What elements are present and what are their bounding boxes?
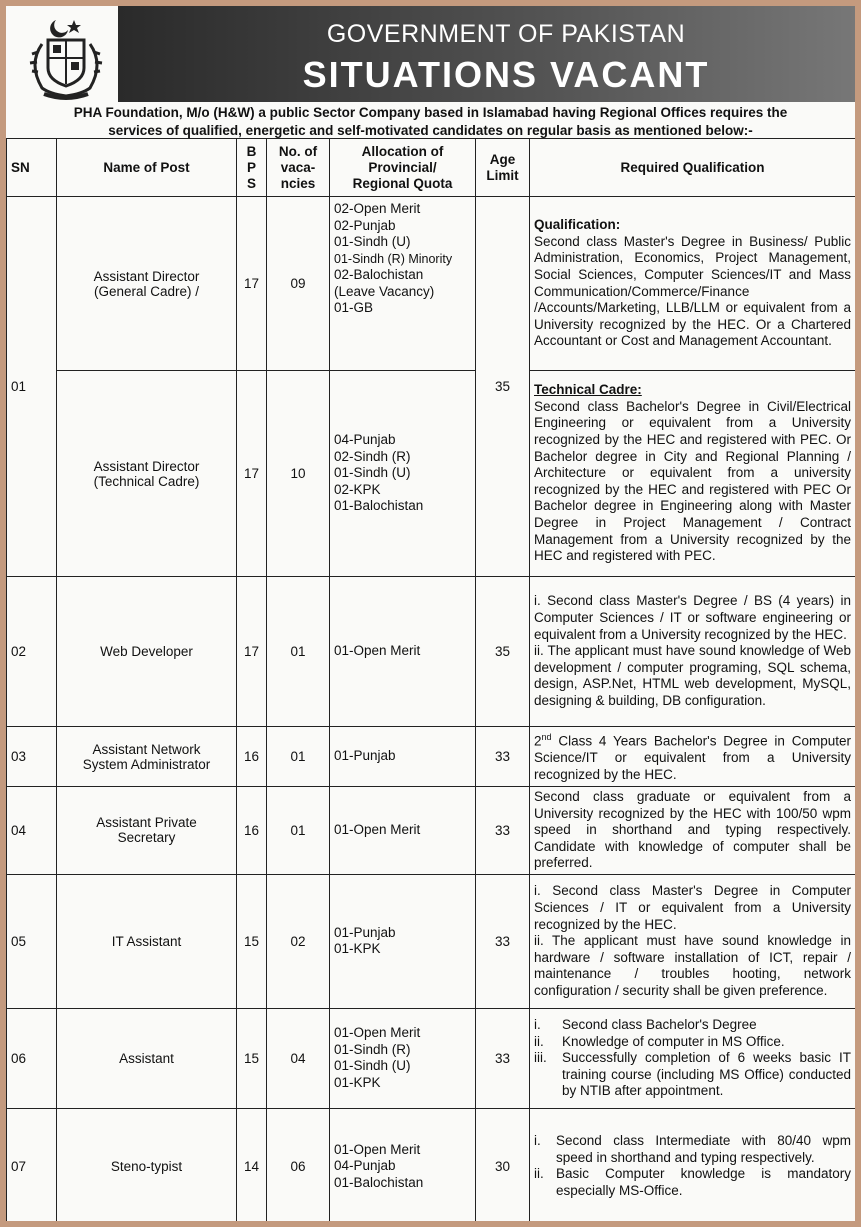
qualification-body: Second class Bachelor's Degree in Civil/Electrical Engineering or equivalent from a University recognized by the HEC and registered with PEC. Or Bachelor degree in City and Regional Planning / Architecture or equivalent from a university recognized by the HEC and registered with PEC Or Bachelor degree in Engineering along with Master Degree in Project Management / Contract Management from a University recognized by the HEC and registered with PEC. (534, 398, 851, 564)
qualification-item-text: Knowledge of computer in MS Office. (562, 1033, 785, 1049)
post-name (57, 727, 237, 787)
quota-item: 01-Sindh (R) (334, 1041, 411, 1057)
col-qualification: Required Qualification (530, 139, 856, 197)
col-alloc-2: Provincial/ (368, 159, 437, 175)
bps-value: 15 (237, 1008, 267, 1108)
qualification-heading: Qualification: (534, 217, 621, 233)
bps-value: 17 (237, 577, 267, 727)
bps-value: 15 (237, 874, 267, 1008)
quota-item: 01-Sindh (R) Minority (334, 251, 453, 266)
government-title: GOVERNMENT OF PAKISTAN (326, 20, 686, 48)
quota-item: 01-Punjab (334, 748, 396, 764)
col-vac-1: No. of (278, 143, 318, 159)
qualification-item-text: Second class Intermediate with 80/40 wpm speed in shorthand and typing respectively. (556, 1133, 851, 1165)
row-sn: 07 (7, 1108, 57, 1221)
post-name (57, 197, 237, 371)
quota-item: 01-Balochistan (334, 498, 424, 514)
row-sn: 05 (7, 874, 57, 1008)
vacancy-count: 01 (267, 577, 330, 727)
col-bps-2: P (246, 159, 256, 175)
age-limit: 33 (476, 787, 530, 875)
col-post: Name of Post (57, 139, 237, 197)
age-limit: 33 (476, 1008, 530, 1108)
col-alloc-3: Regional Quota (352, 175, 453, 191)
qualification-item-text: Basic Computer knowledge is mandatory especially MS-Office. (556, 1166, 851, 1199)
quota-list (330, 577, 476, 727)
qualification-text (530, 577, 856, 727)
quota-item: 01-GB (334, 300, 374, 315)
bps-value: 14 (237, 1108, 267, 1221)
table-row (7, 197, 856, 371)
age-limit: 35 (476, 577, 530, 727)
qualification-heading: Technical Cadre: (534, 382, 642, 398)
quota-list (330, 1008, 476, 1108)
qualification-item-number: ii. (534, 1166, 544, 1182)
col-bps-1: B (246, 143, 257, 159)
qualification-item (534, 1166, 851, 1199)
quota-item: 01-KPK (334, 941, 381, 957)
col-allocation (330, 139, 476, 197)
table-row (7, 1108, 856, 1221)
intro-line-1: PHA Foundation, M/o (H&W) a public Sector Company based in Islamabad having Regional Offices requires the (73, 105, 788, 120)
qualification-item (534, 1034, 851, 1051)
post-name-line-1: Assistant Network (92, 741, 201, 757)
row-sn: 03 (7, 727, 57, 787)
bps-value: 17 (237, 371, 267, 577)
table-row (7, 874, 856, 1008)
qualification-item: ii. The applicant must have sound knowledge of Web development / computer programing, SQL schema, design, ASP.Net, HTML web development, MySQL, designing & building, DB configuration. (534, 643, 851, 708)
col-age-2: Limit (486, 167, 519, 183)
quota-list (330, 371, 476, 577)
post-name-line-2: (Technical Cadre) (93, 473, 200, 489)
qualification-item-text: Second class Bachelor's Degree (562, 1016, 757, 1032)
qualification-item-number: iii. (534, 1050, 547, 1066)
quota-list (330, 874, 476, 1008)
col-bps-3: S (246, 175, 256, 191)
post-name: Assistant (57, 1008, 237, 1108)
row-sn: 02 (7, 577, 57, 727)
age-limit: 33 (476, 874, 530, 1008)
qualification-text (530, 1008, 856, 1108)
qualification-item: i. Second class Master's Degree in Computer Sciences / IT or equivalent from a University recognized by the HEC. (534, 883, 851, 932)
qualification-item-number: i. (534, 1016, 541, 1032)
age-limit: 35 (476, 197, 530, 577)
qualification-item (534, 1017, 851, 1034)
table-row (7, 787, 856, 875)
table-row (7, 577, 856, 727)
col-vac-3: ncies (280, 175, 316, 191)
qualification-text: Second class graduate or equivalent from a University recognized by the HEC with 100/50 wpm speed in shorthand and typing respectively. Candidate with knowledge of computer shall be preferred. (530, 787, 856, 875)
col-sn: SN (7, 139, 57, 197)
vacancy-count: 09 (267, 197, 330, 371)
quota-item: 01-Open Merit (334, 1141, 421, 1157)
vacancy-table (6, 138, 855, 1221)
post-name-line-1: Assistant Director (93, 458, 200, 474)
quota-item: 02-Sindh (R) (334, 448, 411, 464)
quota-list (330, 727, 476, 787)
quota-item: 01-Balochistan (334, 1174, 424, 1190)
quota-list (330, 1108, 476, 1221)
bps-value: 17 (237, 197, 267, 371)
post-name-line-2: System Administrator (82, 756, 211, 772)
vacancy-count: 01 (267, 787, 330, 875)
header (6, 6, 855, 102)
quota-list (330, 787, 476, 875)
qualification-item-text: Successfully completion of 6 weeks basic IT training course (including MS Office) conducted by NTIB after appointment. (562, 1050, 851, 1099)
qualification-body: Second class Master's Degree in Business/ Public Administration, Economics, Project Management, Social Sciences, Computer Sciences/IT and Mass Communication/Commerce/Finance /Accounts/Marketing, LLB/LLM or equivalent from a University recognized by the HEC. Or a Chartered Accountant or Cost and Management Accountant. (534, 233, 851, 349)
qualification-item-number: i. (534, 1133, 541, 1149)
post-name: Web Developer (57, 577, 237, 727)
vacancy-count: 10 (267, 371, 330, 577)
quota-item: 01-KPK (334, 1074, 381, 1090)
post-name-line-1: Assistant Director (93, 268, 200, 284)
qualification-ordinal: 2 (534, 733, 542, 749)
quota-item: 01-Punjab (334, 924, 396, 940)
post-name-line-2: (General Cadre) / (93, 283, 200, 299)
quota-item: 01-Open Merit (334, 643, 421, 659)
vacancy-count: 01 (267, 727, 330, 787)
vacancy-count: 06 (267, 1108, 330, 1221)
qualification-item: i. Second class Master's Degree / BS (4 years) in Computer Sciences / IT or software engineering or equivalent from a University recognized by the HEC. (534, 593, 851, 642)
row-sn: 06 (7, 1008, 57, 1108)
col-age-1: Age (489, 151, 516, 167)
qualification-item-number: ii. (534, 1033, 544, 1049)
post-name (57, 787, 237, 875)
advertisement-page (6, 6, 855, 1221)
qualification-text (530, 1108, 856, 1221)
table-row (7, 727, 856, 787)
quota-item: 01-Sindh (U) (334, 234, 411, 249)
col-vac-2: vaca- (280, 159, 316, 175)
table-row (7, 1008, 856, 1108)
bps-value: 16 (237, 787, 267, 875)
intro-text (6, 104, 855, 140)
table-row (7, 371, 856, 577)
col-bps (237, 139, 267, 197)
qualification-item (534, 1050, 851, 1100)
situations-vacant-title: SITUATIONS VACANT (302, 54, 710, 95)
qualification-text (530, 874, 856, 1008)
col-alloc-1: Allocation of (361, 143, 444, 159)
quota-item: 02-KPK (334, 481, 381, 497)
quota-item: 01-Sindh (U) (334, 465, 411, 481)
qualification-item (534, 1133, 851, 1166)
age-limit: 30 (476, 1108, 530, 1221)
qualification-item: ii. The applicant must have sound knowledge in hardware / software installation of ICT, repair / maintenance / troubles hooting, network configuration / security shall be given preference. (534, 933, 851, 998)
col-vacancies (267, 139, 330, 197)
quota-item: 01-Sindh (U) (334, 1058, 411, 1074)
bps-value: 16 (237, 727, 267, 787)
post-name-line-1: Assistant Private (96, 815, 197, 831)
qualification-text (530, 727, 856, 787)
row-sn: 01 (7, 197, 57, 577)
table-header-row (7, 139, 856, 197)
quota-item: 02-Balochistan (334, 267, 424, 282)
quota-item: 01-Open Merit (334, 822, 421, 838)
quota-item: 02-Open Merit (334, 201, 421, 216)
post-name: Steno-typist (57, 1108, 237, 1221)
quota-item: 01-Open Merit (334, 1025, 421, 1041)
qualification-ordinal-suffix: nd (541, 732, 552, 743)
quota-item: 04-Punjab (334, 432, 396, 448)
quota-item: 04-Punjab (334, 1158, 396, 1174)
quota-item: (Leave Vacancy) (334, 283, 435, 299)
intro-line-2: services of qualified, energetic and self-motivated candidates on regular basis as mentioned below:- (108, 123, 753, 138)
vacancy-count: 02 (267, 874, 330, 1008)
qualification-text (530, 371, 856, 577)
post-name (57, 371, 237, 577)
post-name: IT Assistant (57, 874, 237, 1008)
row-sn: 04 (7, 787, 57, 875)
post-name-line-2: Secretary (117, 830, 176, 846)
vacancy-count: 04 (267, 1008, 330, 1108)
quota-item: 02-Punjab (334, 217, 396, 233)
state-emblem-icon (18, 14, 114, 102)
qualification-body: Class 4 Years Bachelor's Degree in Computer Science/IT or equivalent from a University recognized by the HEC. (534, 733, 851, 783)
quota-list (330, 197, 476, 371)
age-limit: 33 (476, 727, 530, 787)
qualification-text (530, 197, 856, 371)
col-age (476, 139, 530, 197)
